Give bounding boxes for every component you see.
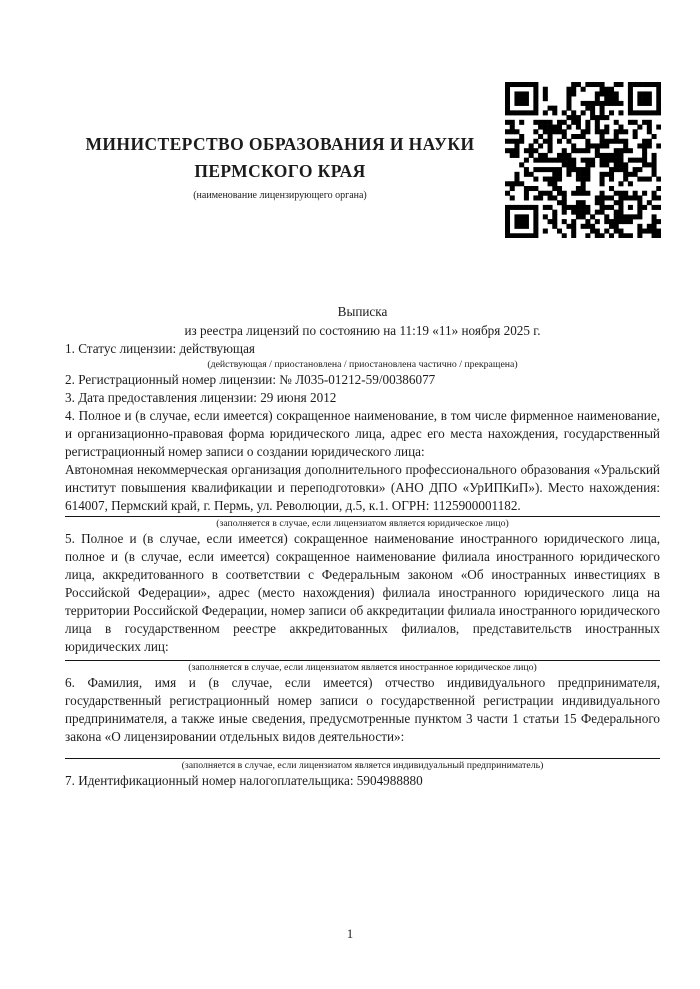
item-1-license-status [65,340,660,371]
item-caption: (заполняется в случае, если лицензиатом является иностранное юридическое лицо) [188,662,537,673]
ministry-name-line1: МИНИСТЕРСТВО ОБРАЗОВАНИЯ И НАУКИ [85,134,475,154]
item-text: 5. Полное и (в случае, если имеется) сокращенное наименование иностранного юридического лица, полное и (в случае, если имеется) сокращенное наименование филиала иностранного юридического лица, аккредитованного в соответствии с Федеральным законом «Об иностранных инвестициях в Российской Федерации», адрес (место нахождения) филиала иностранного юридического лица на территории Российской Федерации, номер записи об аккредитации филиала иностранного юридического лица в государственном реестре аккредитованных филиалов, представительств иностранных юридических лиц: [65,531,660,654]
item-caption: (заполняется в случае, если лицензиатом является юридическое лицо) [216,518,509,529]
item-2-registration-number [65,371,660,389]
ministry-caption: (наименование лицензирующего органа) [193,190,367,201]
document-title-line1: Выписка [337,304,388,319]
item-text: 7. Идентификационный номер налогоплательщика: 5904988880 [65,773,423,788]
document-title-line2: из реестра лицензий по состоянию на 11:19 «11» ноября 2025 г. [184,323,541,338]
item-text: 1. Статус лицензии: действующая [65,341,256,356]
licensing-authority-header [62,131,498,202]
item-text: 3. Дата предоставления лицензии: 29 июня 2012 [65,390,337,405]
item-text: 6. Фамилия, имя и (в случае, если имеется) отчество индивидуального предпринимателя, государственный регистрационный номер записи о государственной регистрации индивидуального предпринимателя, а также иные сведения, предусмотренные пунктом 3 части 1 статьи 15 Федерального закона «О лицензировании отдельных видов деятельности»: [65,675,660,744]
item-4-legal-entity [65,407,660,530]
qr-code [505,82,661,238]
item-text: 4. Полное и (в случае, если имеется) сокращенное наименование, в том числе фирменное наименование, и организационно-правовая форма юридического лица, адрес его места нахождения, государственный регистрационный номер записи о создании юридического лица: [65,408,660,459]
ministry-name-line2: ПЕРМСКОГО КРАЯ [194,161,366,181]
item-6-individual-entrepreneur [65,674,660,772]
item-7-taxpayer-number [65,772,660,790]
item-caption: (заполняется в случае, если лицензиатом является индивидуальный предприниматель) [181,760,544,771]
document-body [65,302,660,790]
page-number: 1 [346,927,354,941]
item-value: Автономная некоммерческая организация дополнительного профессионального образования «Уральский институт повышения квалификации и переподготовки» (АНО ДПО «УрИПКиП»). Место нахождения: 614007, Пермский край, г. Пермь, ул. Революции, д.5, к.1. ОГРН: 1125900001182. [65,462,660,513]
item-text: 2. Регистрационный номер лицензии: № Л035-01212-59/00386077 [65,372,436,387]
item-3-license-date [65,389,660,407]
item-5-foreign-entity [65,530,660,674]
item-caption: (действующая / приостановлена / приостановлена частично / прекращена) [207,359,518,370]
